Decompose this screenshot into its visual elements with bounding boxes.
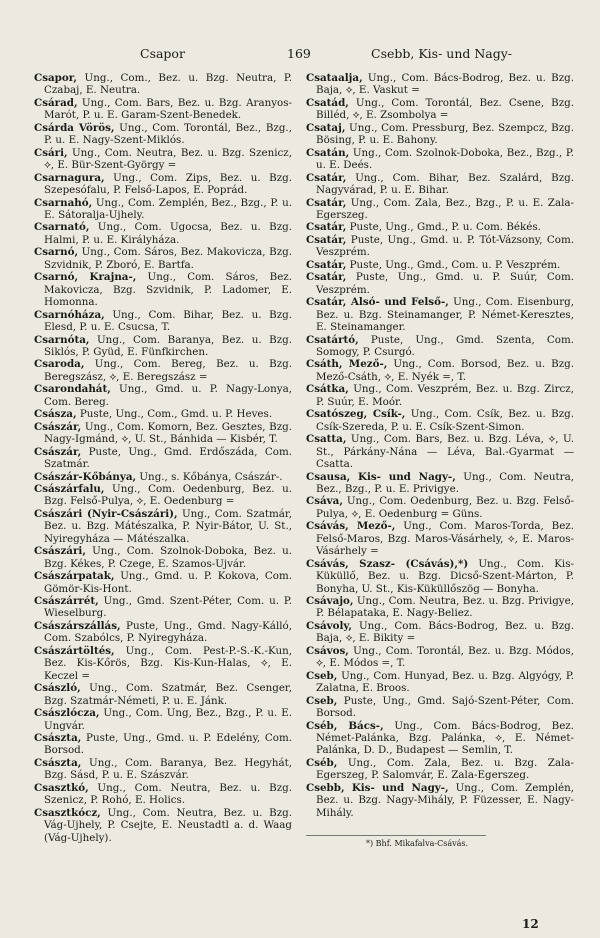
entry-text: Ung., Com. Torontál, Bez. u. Bzg. Módos, ⟡, E. Módos =, T. <box>316 644 574 670</box>
entry-text: Ung., Com. Hunyad, Bez. u. Bzg. Algyógy, P. Zalatna, E. Broos. <box>316 669 574 695</box>
entry-text: Ung., Com. Szolnok-Doboka, Bez. u. Bzg. Kékes, P. Czege, E. Szamos-Ujvár. <box>44 545 292 570</box>
entry-text: Ung., Com. Pest-P.-S.-K.-Kun, Bez. Kis-Kőrös, Bzg. Kis-Kun-Halas, ⟡, E. Keczel = <box>44 644 292 682</box>
entry-headword: Csávoly, <box>306 619 353 632</box>
entry-text: Ung., Gmd. u. P. Kokova, Com. Gömör-Kis-Hont. <box>44 570 292 595</box>
gazetteer-entry <box>34 645 292 682</box>
entry-headword: Császta, <box>34 756 82 769</box>
gazetteer-entry <box>306 122 574 147</box>
entry-text: Ung., Com. Bars, Bez. u. Bzg. Léva, ⟡, U. St., Párkány-Nána — Léva, Bal.-Gyarmat — Csatta. <box>316 433 574 471</box>
gazetteer-entry <box>306 234 574 259</box>
entry-text: Ung., Com. Csík, Bez. u. Bzg. Csík-Szereda, P. u. E. Csík-Szent-Simon. <box>316 408 574 433</box>
gazetteer-entry <box>34 620 292 645</box>
gazetteer-entry <box>306 558 574 595</box>
entry-text: Puste, Ung., Com., Gmd. u. P. Heves. <box>76 408 273 421</box>
gazetteer-entry <box>306 495 574 520</box>
entry-headword: Császártöltés, <box>34 644 115 657</box>
gazetteer-entry <box>34 446 292 471</box>
gazetteer-entry <box>34 271 292 308</box>
gazetteer-entry <box>34 682 292 707</box>
entry-text: Puste, Ung., Gmd. u. P. Edelény, Com. Borsod. <box>44 732 292 757</box>
entry-headword: Csatártó, <box>306 333 359 346</box>
entry-text: Ung., Com. Bács-Bodrog, Bez. Német-Palánka, Bzg. Palánka, ⟡, E. Német-Palánka, D. D., Budapest — Semlin, T. <box>316 719 574 757</box>
entry-headword: Császta, <box>34 732 82 745</box>
entry-text: Ung., Com. Bereg, Bez. u. Bzg. Beregszász, ⟡, E. Beregszász = <box>44 358 292 383</box>
entry-headword: Csatta, <box>306 433 347 446</box>
gazetteer-entry <box>34 97 292 122</box>
entry-text: Ung., Com. Baranya, Bez. u. Bzg. Siklós, P. Gyüd, E. Fünfkirchen. <box>44 333 292 358</box>
entry-text: Ung., Com. Torontál, Bez. Csene, Bzg. Billéd, ⟡, E. Zsombolya = <box>316 96 574 122</box>
gazetteer-entry <box>306 72 574 97</box>
gazetteer-entry <box>34 757 292 782</box>
gazetteer-entry <box>34 807 292 844</box>
entry-text: Ung., Com. Bihar, Bez. Szalárd, Bzg. Nagyvárad, P. u. E. Bihar. <box>316 171 574 197</box>
entry-headword: Csávajo, <box>306 595 354 608</box>
entry-headword: Császárpatak, <box>34 570 115 583</box>
entry-headword: Csebb, Kis- und Nagy-, <box>306 781 449 794</box>
gazetteer-entry <box>306 296 574 333</box>
entry-headword: Csataj, <box>306 121 346 134</box>
right-column <box>306 72 574 851</box>
entry-headword: Császár, <box>34 420 82 433</box>
entry-text: Ung., Com. Bars, Bez. u. Bzg. Aranyos-Marót, P. u. E. Garam-Szent-Benedek. <box>44 96 292 122</box>
entry-headword: Csatán, <box>306 146 350 159</box>
entry-text: Ung., Com. Ung, Bez., Bzg., P. u. E. Ungvár. <box>44 707 292 732</box>
gazetteer-entry <box>306 520 574 557</box>
entry-text: Ung., Com. Zala, Bez., Bzg., P. u. E. Zala-Egerszeg. <box>316 196 574 221</box>
entry-text: Ung., Com. Sáros, Bez. Makovicza, Bzg. Szvidnik, P. Ladomer, E. Homonna. <box>44 271 292 309</box>
entry-text: Ung., Com. Szatmár, Bez. u. Bzg. Mátészalka, P. Nyir-Bátor, U. St., Nyiregyháza — Mátészalka. <box>44 507 292 545</box>
gazetteer-entry <box>34 595 292 620</box>
entry-text: Ung., Com. Szatmár, Bez. Csenger, Bzg. Szatmár-Németi, P. u. E. Jánk. <box>44 682 292 707</box>
entry-text: Ung., Com. Zala, Bez. u. Bzg. Zala-Egerszeg, P. Salomvár, E. Zala-Egerszeg. <box>316 756 574 782</box>
gazetteer-entry <box>34 570 292 595</box>
gazetteer-entry <box>34 408 292 420</box>
gazetteer-entry <box>34 72 292 97</box>
entry-headword: Csaroda, <box>34 358 85 371</box>
entry-text: Ung., Com. Komorn, Bez. Gesztes, Bzg. Nagy-Igmánd, ⟡, U. St., Bánhida — Kisbér, T. <box>44 420 292 446</box>
entry-text: Puste, Ung., Gmd. u. P. Suúr, Com. Veszprém. <box>316 271 574 296</box>
entry-text: Puste, Ung., Gmd. Sajó-Szent-Péter, Com. Borsod. <box>316 694 574 720</box>
gazetteer-entry <box>306 271 574 296</box>
entry-text: Ung., Com. Baranya, Bez. Hegyhát, Bzg. Sásd, P. u. E. Szászvár. <box>44 756 292 782</box>
gazetteer-entry <box>306 383 574 408</box>
entry-text: Puste, Ung., Gmd., Com. u. P. Veszprém. <box>346 258 561 271</box>
entry-headword: Csapor, <box>34 72 77 84</box>
gazetteer-entry <box>306 620 574 645</box>
gazetteer-entry <box>34 358 292 383</box>
entry-headword: Csatár, <box>306 271 347 284</box>
entry-headword: Császár, <box>34 445 82 458</box>
header-left: Csapor <box>140 46 185 61</box>
entry-text: Ung., Com. Szolnok-Doboka, Bez., Bzg., P. u. E. Deés. <box>316 146 574 172</box>
entry-headword: Csáth, Mező-, <box>306 358 388 371</box>
entry-text: Puste, Ung., Gmd. Erdőszáda, Com. Szatmár. <box>44 445 292 471</box>
entry-text: Ung., Com. Borsod, Bez. u. Bzg. Mező-Csáth, ⟡, E. Nyék =, T. <box>316 358 574 383</box>
entry-text: Ung., Com. Zips, Bez. u. Bzg. Szepesófalu, P. Felső-Lapos, E. Poprád. <box>44 171 292 197</box>
entry-text: Ung., Com. Bihar, Bez. u. Bzg. Elesd, P. u. E. Csucsa, T. <box>44 308 292 334</box>
sheet-number: 12 <box>522 917 539 931</box>
entry-text: Ung., Com. Eisenburg, Bez. u. Bzg. Steinamanger, P. Német-Keresztes, E. Steinamanger. <box>316 296 574 334</box>
entry-text: Ung., Com. Sáros, Bez. Makovicza, Bzg. Szvidnik, P. Zboró, E. Bartfa. <box>44 246 292 271</box>
gazetteer-entry <box>306 433 574 470</box>
entry-text: Ung., Gmd. u. P. Nagy-Lonya, Com. Bereg. <box>44 383 292 408</box>
entry-headword: Csataalja, <box>306 72 363 84</box>
entry-text: Puste, Ung., Gmd. Szenta, Com. Somogy, P. Csurgó. <box>316 333 574 358</box>
gazetteer-entry <box>306 695 574 720</box>
entry-text: Ung., s. Kőbánya, Császár-. <box>136 470 283 483</box>
gazetteer-entry <box>306 720 574 757</box>
entry-text: Ung., Com. Oedenburg, Bez. u. Bzg. Felső-Pulya, ⟡, E. Oedenburg = <box>44 482 292 508</box>
gazetteer-entry <box>306 782 574 819</box>
gazetteer-entry <box>34 483 292 508</box>
entry-headword: Csatár, <box>306 233 347 246</box>
entry-text: Ung., Com. Neutra, Bez. u. Bzg. Szenicz, P. Rohó, E. Holics. <box>44 781 292 807</box>
gazetteer-entry <box>34 782 292 807</box>
gazetteer-entry <box>306 221 574 233</box>
entry-headword: Csávás, Mező-, <box>306 520 396 533</box>
gazetteer-entry <box>306 757 574 782</box>
gazetteer-entry <box>306 408 574 433</box>
entry-headword: Csatár, Alsó- und Felső-, <box>306 296 449 309</box>
gazetteer-entry <box>306 334 574 359</box>
entry-headword: Csarondahát, <box>34 383 111 396</box>
entry-headword: Csárda Vörös, <box>34 121 115 134</box>
entry-headword: Csatár, <box>306 171 347 184</box>
entry-headword: Csatár, <box>306 258 347 271</box>
entry-headword: Csári, <box>34 146 68 159</box>
entry-headword: Csarnó, Krajna-, <box>34 271 137 284</box>
gazetteer-entry <box>34 334 292 359</box>
entry-headword: Csátka, <box>306 383 349 396</box>
entry-text: Puste, Ung., Gmd. Nagy-Kálló, Com. Szabólcs, P. Nyiregyháza. <box>44 619 292 645</box>
entry-headword: Csárad, <box>34 96 78 109</box>
entry-headword: Csávás, Szasz- (Csávás),*) <box>306 557 469 570</box>
entry-text: Ung., Com. Bács-Bodrog, Bez. u. Bzg. Baja, ⟡, E. Bikity = <box>316 619 574 645</box>
gazetteer-entry <box>34 221 292 246</box>
gazetteer-entry <box>34 383 292 408</box>
entry-text: Ung., Com. Zemplén, Bez. u. Bzg. Nagy-Mihály, P. Füzesser, E. Nagy-Mihály. <box>316 781 575 819</box>
gazetteer-entry <box>306 471 574 496</box>
gazetteer-entry <box>306 172 574 197</box>
entry-headword: Császári (Nyir-Császári), <box>34 507 178 520</box>
entry-headword: Csatár, <box>306 196 347 209</box>
entry-headword: Császárszállás, <box>34 619 121 632</box>
entry-text: Ung., Com. Neutra, Bez. u. Bzg. Szenicz, ⟡, E. Bür-Szent-György = <box>44 146 292 172</box>
gazetteer-entry <box>306 147 574 172</box>
header-page-number: 169 <box>287 46 311 61</box>
entry-text: Ung., Com. Neutra, Bez. u. Bzg. Vág-Ujhely, P. Csejte, E. Neustadtl a. d. Waag (Vág-Ujhely). <box>44 806 292 844</box>
entry-headword: Császár-Kőbánya, <box>34 470 137 483</box>
gazetteer-entry <box>34 147 292 172</box>
entry-headword: Császlócza, <box>34 707 100 720</box>
gazetteer-entry <box>306 259 574 271</box>
entry-headword: Csatád, <box>306 96 349 109</box>
gazetteer-entry <box>34 707 292 732</box>
gazetteer-entry <box>34 122 292 147</box>
entry-text: Ung., Com. Oedenburg, Bez. u. Bzg. Felső-Pulya, ⟡, E. Oedenburg = Güns. <box>316 495 574 520</box>
entry-text: Puste, Ung., Gmd., P. u. Com. Békés. <box>346 221 541 234</box>
entry-headword: Csarnagura, <box>34 171 105 184</box>
gazetteer-entry <box>34 246 292 271</box>
entry-text: Puste, Ung., Gmd. u. P. Tót-Vázsony, Com. Veszprém. <box>316 233 574 259</box>
entry-headword: Cseb, <box>306 694 338 707</box>
gazetteer-entry <box>306 97 574 122</box>
running-header <box>0 46 600 66</box>
gazetteer-entry <box>34 545 292 570</box>
gazetteer-entry <box>306 197 574 222</box>
entry-text: Ung., Gmd. Szent-Péter, Com. u. P. Wieselburg. <box>44 595 292 620</box>
entry-headword: Csatár, <box>306 221 347 234</box>
entry-headword: Csarnó, <box>34 246 79 259</box>
entry-text: Ung., Com. Veszprém, Bez. u. Bzg. Zircz, P. Suúr, E. Moór. <box>316 383 574 408</box>
entry-headword: Csarnató, <box>34 221 90 234</box>
entry-text: Ung., Com. Bács-Bodrog, Bez. u. Bzg. Baja, ⟡, E. Vaskut = <box>316 72 574 97</box>
entry-headword: Császa, <box>34 408 77 421</box>
entry-headword: Csasztkó, <box>34 781 89 794</box>
entry-headword: Csarnóta, <box>34 333 90 346</box>
entry-headword: Császári, <box>34 545 86 558</box>
entry-text: Ung., Com. Pressburg, Bez. Szempcz, Bzg. Bösing, P. u. E. Bahony. <box>316 121 574 147</box>
entry-headword: Cséb, Bács-, <box>306 719 384 732</box>
gazetteer-entry <box>34 197 292 222</box>
entry-headword: Csasztkócz, <box>34 806 101 819</box>
entry-text: Ung., Com. Ugocsa, Bez. u. Bzg. Halmi, P. u. E. Királyháza. <box>44 221 292 246</box>
gazetteer-entry <box>34 309 292 334</box>
entry-text: Ung., Com. Zemplén, Bez., Bzg., P. u. E. Sátoralja-Ujhely. <box>44 196 292 221</box>
gazetteer-entry <box>34 172 292 197</box>
entry-text: Ung., Com. Torontál, Bez., Bzg., P. u. E. Nagy-Szent-Miklós. <box>44 121 292 147</box>
left-column <box>34 72 292 844</box>
entry-headword: Cseb, <box>306 669 338 682</box>
entry-headword: Cséb, <box>306 756 338 769</box>
gazetteer-entry <box>306 645 574 670</box>
entry-headword: Csáva, <box>306 495 343 508</box>
entry-headword: Csatószeg, Csík-, <box>306 408 406 421</box>
gazetteer-entry <box>306 670 574 695</box>
gazetteer-entry <box>34 508 292 545</box>
entry-headword: Csausa, Kis- und Nagy-, <box>306 470 456 483</box>
gazetteer-entry <box>34 732 292 757</box>
footnote: *) Bhf. Mikafalva-Csávás. <box>306 835 486 850</box>
entry-headword: Császárrét, <box>34 595 99 608</box>
entry-text: Ung., Com. Kis-Küküllő, Bez. u. Bzg. Dicső-Szent-Márton, P. Bonyha, U. St., Kis-Küküllőszög — Bonyha. <box>316 557 574 595</box>
entry-text: Ung., Com. Maros-Torda, Bez. Felső-Maros, Bzg. Maros-Vásárhely, ⟡, E. Maros-Vásárhely = <box>316 520 575 558</box>
entry-headword: Csarnahó, <box>34 196 93 209</box>
gazetteer-entry <box>306 595 574 620</box>
gazetteer-entry <box>306 358 574 383</box>
gazetteer-entry <box>34 471 292 483</box>
entry-headword: Csarnóháza, <box>34 308 105 321</box>
entry-headword: Császló, <box>34 682 81 695</box>
entry-text: Ung., Com. Neutra, Bez. u. Bzg. Privigye, P. Bélapataka, E. Nagy-Beliez. <box>316 595 574 620</box>
gazetteer-entry <box>34 421 292 446</box>
entry-text: Ung., Com., Bez. u. Bzg. Neutra, P. Czabaj, E. Neutra. <box>44 72 292 97</box>
entry-headword: Császárfalu, <box>34 482 105 495</box>
header-right: Csebb, Kis- und Nagy- <box>371 46 513 61</box>
entry-headword: Csávos, <box>306 644 349 657</box>
entry-text: Ung., Com. Neutra, Bez., Bzg., P. u. E. Privigye. <box>316 470 574 495</box>
